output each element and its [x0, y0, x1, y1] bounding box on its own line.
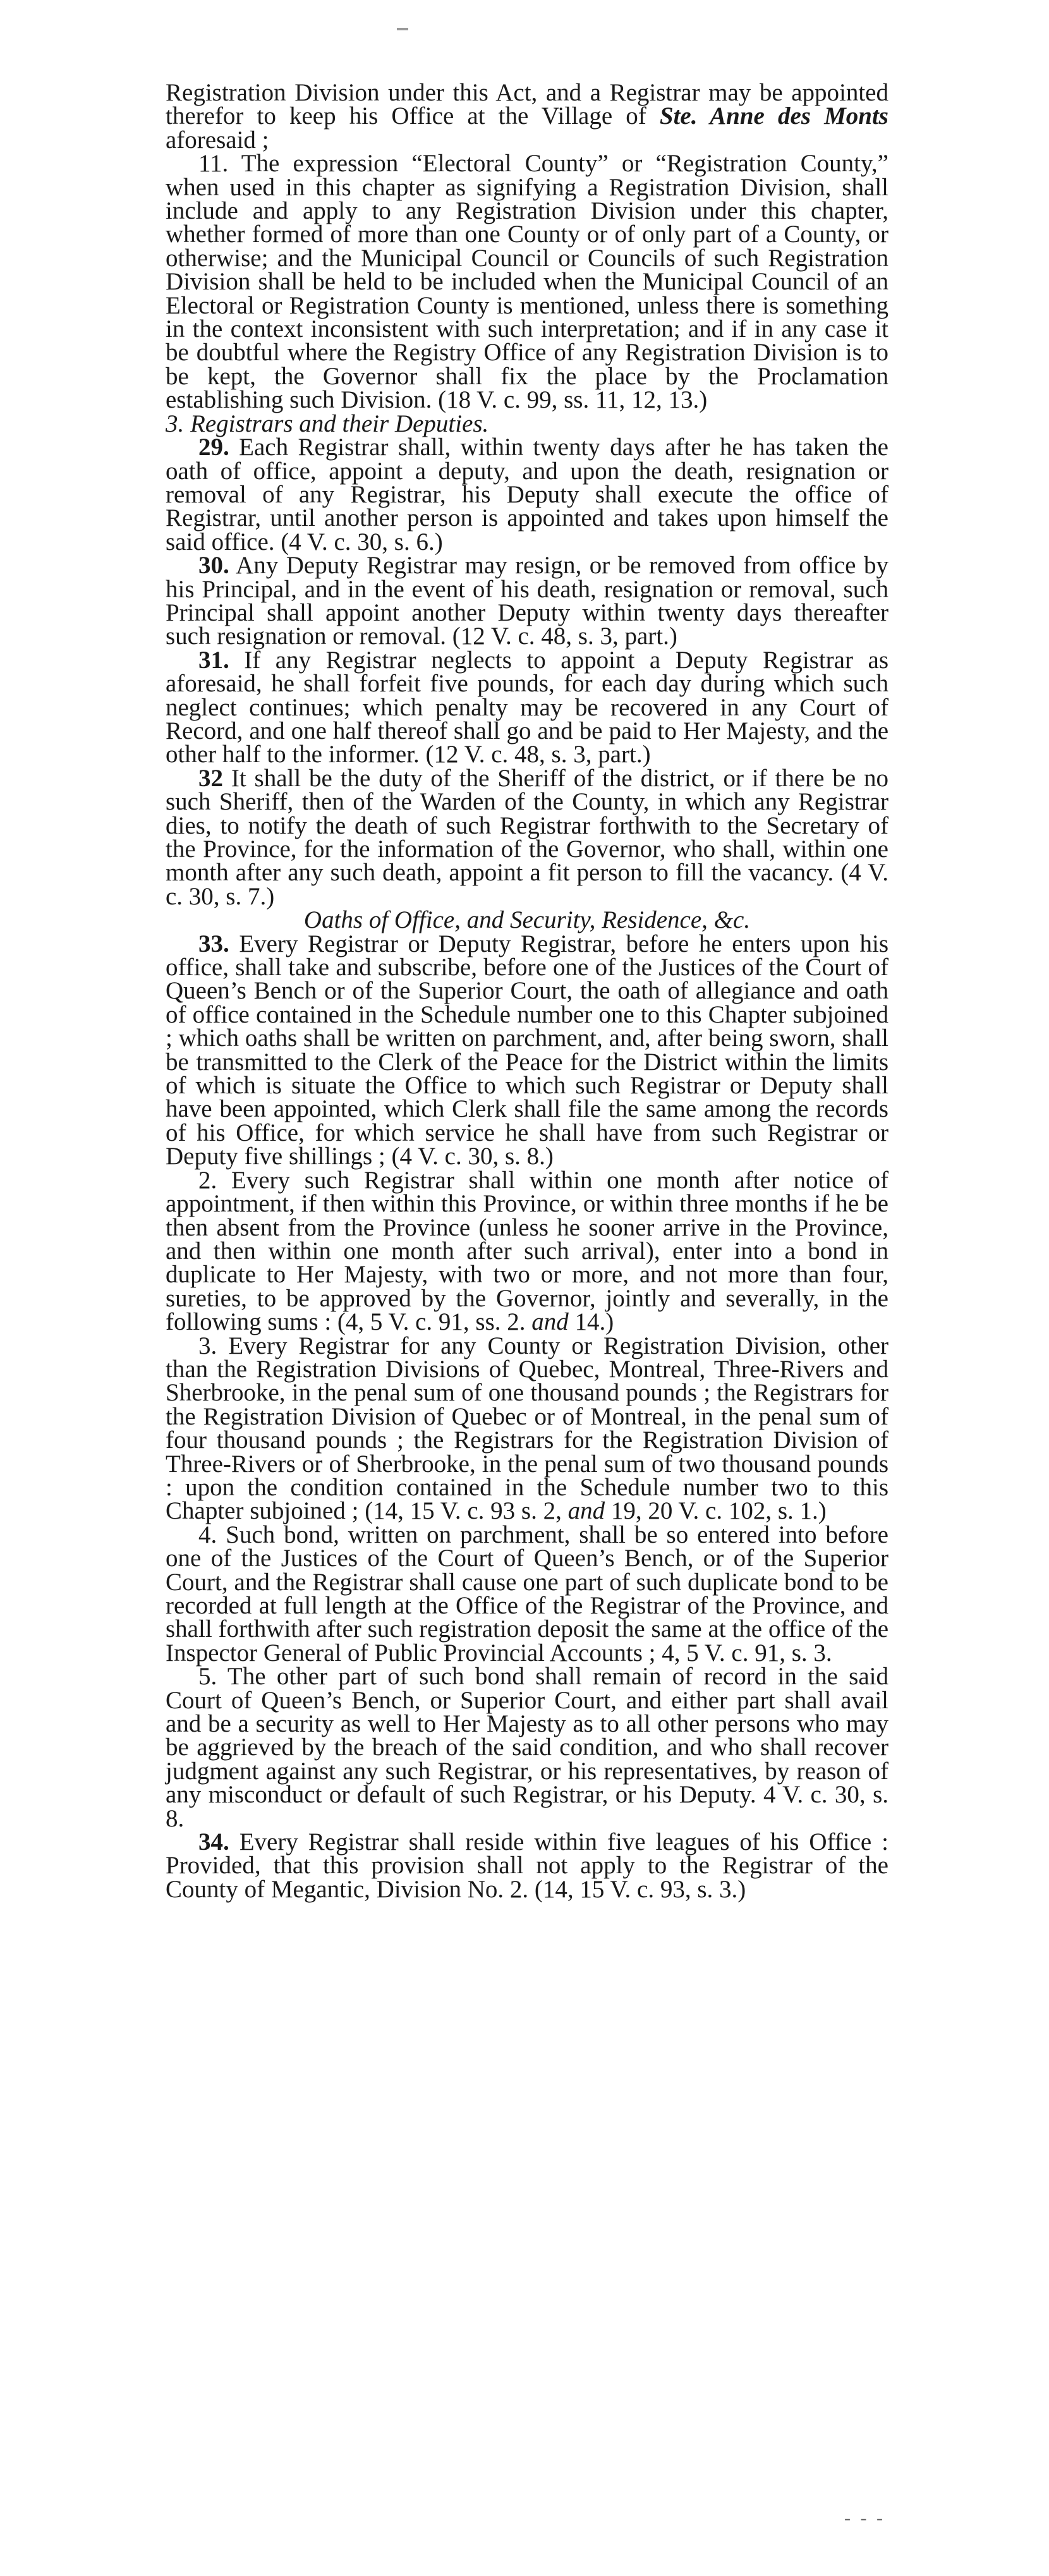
section-33-subsection-5: 5. The other part of such bond shall remain of record in the said Court of Queen’s Bench, or Superior Court, and either part shall avail and be a security as well to Her Majesty as to all other persons who may be aggrieved by the breach of the said condition, and who shall recover judgment against any such Registrar, or his representatives, by reason of any misconduct or default of such Registrar, or his Deputy. 4 V. c. 30, s. 8.	[166, 1663, 888, 1832]
document-page	[166, 81, 888, 1901]
section-34: 34. Every Registrar shall reside within five leagues of his Office : Provided, that this provision shall not apply to the Registrar of the County of Megantic, Division No. 2. (14, 15 V. c. 93, s. 3.)	[166, 1828, 888, 1903]
heading-oaths-security-residence: Oaths of Office, and Security, Residence, &c.	[303, 906, 751, 934]
paragraph-continuation: Registration Division under this Act, and a Registrar may be appointed therefor to keep his Office at the Village of Ste. Anne des Monts aforesaid ;	[166, 79, 888, 154]
section-33: 33. Every Registrar or Deputy Registrar, before he enters upon his office, shall take and subscribe, before one of the Justices of the Court of Queen’s Bench or of the Superior Court, the oath of allegiance and oath of office contained in the Schedule number one to this Chapter subjoined ; which oaths shall be written on parchment, and, after being sworn, shall be transmitted to the Clerk of the Peace for the District within the limits of which is situate the Office to which such Registrar or Deputy shall have been appointed, which Clerk shall file the same among the records of his Office, for which service he shall have from such Registrar or Deputy five shillings ; (4 V. c. 30, s. 8.)	[166, 930, 888, 1170]
heading-registrars-deputies: 3. Registrars and their Deputies.	[166, 410, 489, 437]
section-number: 31.	[198, 646, 229, 674]
section-number: 11.	[198, 150, 229, 178]
page-edge-marks: - - -	[844, 2508, 885, 2529]
section-33-subsection-4: 4. Such bond, written on parchment, shall be so entered into before one of the Justices of the Court of Queen’s Bench, or of the Superior Court, and the Registrar shall cause one part of such duplicate bond to be recorded at full length at the Office of the Registrar of the Province, and shall forthwith after such registration deposit the same at the office of the Inspector General of Public Provincial Accounts ; 4, 5 V. c. 91, s. 3.	[166, 1521, 888, 1667]
section-31: 31. If any Registrar neglects to appoint a Deputy Registrar as aforesaid, he shall forfeit five pounds, for each day during which such neglect continues; which penalty may be recovered in any Court of Record, and one half thereof shall go and be paid to Her Majesty, and the other half to the informer. (12 V. c. 48, s. 3, part.)	[166, 646, 888, 769]
section-30: 30. Any Deputy Registrar may resign, or be removed from office by his Principal, and in the event of his death, resignation or removal, such Principal shall appoint another Deputy within twenty days thereafter such resignation or removal. (12 V. c. 48, s. 3, part.)	[166, 552, 888, 650]
section-number: 32	[198, 764, 223, 792]
section-32: 32 It shall be the duty of the Sheriff of the district, or if there be no such Sheriff, then of the Warden of the County, in which any Registrar dies, to notify the death of such Registrar forthwith to the Secretary of the Province, for the information of the Governor, who shall, within one month after any such death, appoint a fit person to fill the vacancy. (4 V. c. 30, s. 7.)	[166, 764, 888, 910]
section-33-subsection-2: 2. Every such Registrar shall within one month after notice of appointment, if then within this Province, or within three months if he be then absent from the Province (unless he sooner arrive in the Province, and then within one month after such arrival), enter into a bond in duplicate to Her Majesty, with two or more, and not more than four, sureties, to be approved by the Governor, jointly and severally, in the following sums : (4, 5 V. c. 91, ss. 2. and 14.)	[166, 1166, 888, 1336]
section-29: 29. Each Registrar shall, within twenty days after he has taken the oath of office, appoint a deputy, and upon the death, resignation or removal of any Registrar, his Deputy shall execute the office of Registrar, until another person is appointed and takes upon himself the said office. (4 V. c. 30, s. 6.)	[166, 434, 888, 556]
page-top-mark	[397, 28, 408, 30]
section-number: 34.	[198, 1828, 229, 1856]
section-number: 29.	[198, 434, 229, 461]
section-33-subsection-3: 3. Every Registrar for any County or Registration Division, other than the Registration Divisions of Quebec, Montreal, Three-Rivers and Sherbrooke, in the penal sum of one thousand pounds ; the Registrars for the Registration Division of Quebec or of Montreal, in the penal sum of four thousand pounds ; the Registrars for the Registration Division of Three-Rivers or of Sherbrooke, in the penal sum of two thousand pounds : upon the condition contained in the Schedule number two to this Chapter subjoined ; (14, 15 V. c. 93 s. 2, and 19, 20 V. c. 102, s. 1.)	[166, 1332, 888, 1525]
section-number: 30.	[198, 552, 229, 580]
section-number: 33.	[198, 930, 229, 957]
section-11: 11. The expression “Electoral County” or “Registration County,” when used in this chapter as signifying a Registration Division, shall include and apply to any Registration Division under this chapter, whether formed of more than one County or of only part of a County, or otherwise; and the Municipal Council or Councils of such Registration Division shall be held to be included when the Municipal Council of an Electoral or Registration County is mentioned, unless there is something in the context inconsistent with such interpretation; and if in any case it be doubtful where the Registry Office of any Registration Division is to be kept, the Governor shall fix the place by the Proclamation establishing such Division. (18 V. c. 99, ss. 11, 12, 13.)	[166, 150, 888, 414]
place-name-italic: Ste. Anne des Monts	[659, 102, 888, 130]
